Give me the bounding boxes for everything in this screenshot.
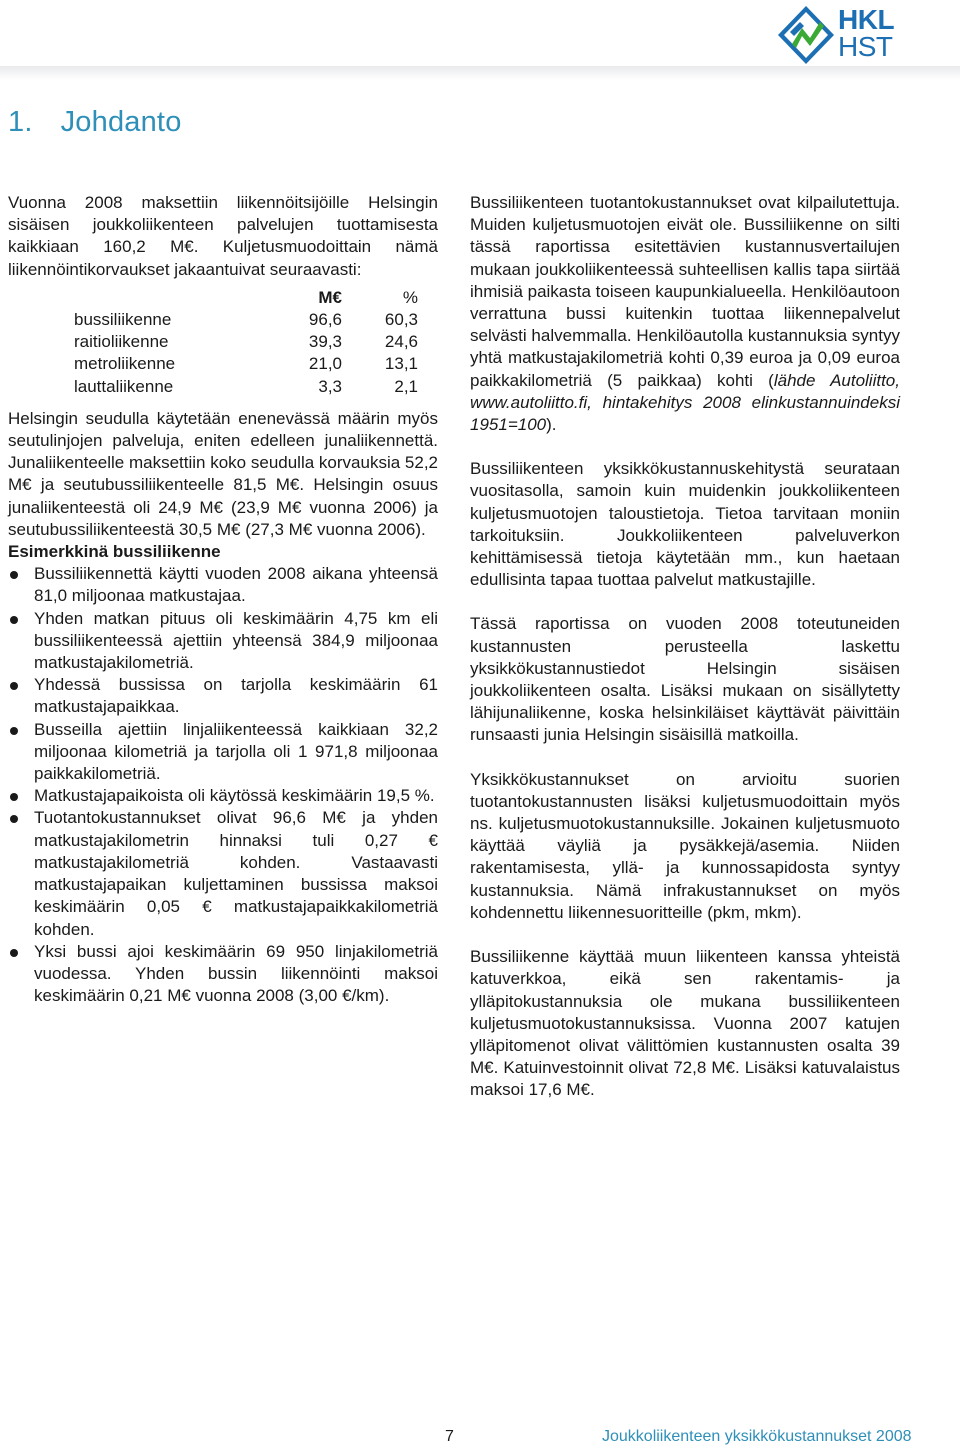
list-item-text: Tuotantokustannukset olivat 96,6 M€ ja yhden matkustajakilometrin hinnaksi tuli 0,27 € matkustajakilometriä kohden. Vastaavasti matkustajapaikan kuljettaminen bussissa maksoi keskimäärin 0,05 € matkustajapaikkakilometriä kohden. — [34, 808, 438, 939]
right-paragraph-3: Tässä raportissa on vuoden 2008 toteutuneiden kustannusten perusteella laskettu yksikkökustannustiedot Helsingin sisäisen joukkoliikenteen osalta. Lisäksi mukaan on sisällytetty lähijunaliikenne, koska helsinkiläiset käyttävät päivittäin runsaasti junia Helsingin sisäisillä matkoilla. — [470, 614, 900, 745]
list-item-text: Bussiliikennettä käytti vuoden 2008 aikana yhteensä 81,0 miljoonaa matkustajaa. — [34, 564, 438, 606]
p1-end: ). — [546, 415, 557, 435]
section-title-text: Johdanto — [60, 106, 182, 138]
row-percent: 60,3 — [384, 310, 418, 330]
row-name: metroliikenne — [74, 354, 176, 374]
right-paragraph-2: Bussiliikenteen yksikkökustannuskehitystä seurataan vuositasolla, samoin kuin muidenkin joukkoliikenteen kuljetusmuotojen taloustietoja. Tietoa tarvitaan moniin tarkoituksiin. Joukkoliikenteen palveluverkon kehittämisessä tietoja käytetään mm., kun haetaan edullisinta tapaa tuottaa palvelut matkustajille. — [470, 459, 900, 590]
table-row — [74, 353, 418, 375]
table-row — [74, 309, 418, 331]
table-row — [74, 376, 418, 398]
p1-source: lähde Autoliitto, www.autoliitto.fi, hintakehitys 2008 elinkustannuindeksi 1951=100 — [470, 370, 900, 435]
row-meur: 39,3 — [308, 332, 342, 352]
row-meur: 21,0 — [308, 354, 342, 374]
hkl-logo-mark-icon — [776, 4, 836, 66]
seutu-paragraph: Helsingin seudulla käytetään enenevässä määrin myös seutulinjojen palveluja, eniten edelleen junaliikennettä. Junaliikenteelle maksettiin koko seudulla korvauksia 52,2 M€ ja seutubussiliikenteelle 81,5 M€. Helsingin osuus junaliikenteestä oli 24,9 M€ (23,9 M€ vuonna 2006) ja seutubussiliikenteestä 30,5 M€ (27,3 M€ vuonna 2006). — [8, 408, 438, 539]
cost-table — [74, 287, 418, 398]
bullet-icon — [10, 815, 18, 823]
bullet-icon — [10, 949, 18, 957]
list-item-text: Busseilla ajettiin linjaliikenteessä kaikkiaan 32,2 miljoonaa kilometriä ja tarjolla oli 1 971,8 miljoonaa paikkakilometriä. — [34, 719, 438, 784]
row-meur: 96,6 — [308, 310, 342, 330]
logo-text — [838, 6, 894, 60]
row-meur: 3,3 — [318, 376, 342, 396]
list-item — [8, 608, 438, 675]
bullet-icon — [10, 727, 18, 735]
page-number: 7 — [445, 1428, 454, 1445]
bullet-icon — [10, 616, 18, 624]
list-item — [8, 563, 438, 607]
right-column — [470, 192, 900, 1102]
list-item — [8, 719, 438, 786]
list-item — [8, 807, 438, 940]
row-percent: 24,6 — [384, 332, 418, 352]
list-item-text: Yhden matkan pituus oli keskimäärin 4,75 km eli bussiliikenteessä ajettiin yhteensä 384,9 miljoonaa matkustajakilometriä. — [34, 608, 438, 673]
row-name: raitioliikenne — [74, 332, 169, 352]
list-item-text: Matkustajapaikoista oli käytössä keskimäärin 19,5 %. — [34, 786, 435, 806]
right-paragraph-5: Bussiliikenne käyttää muun liikenteen kanssa yhteistä katuverkkoa, eikä sen rakentamis- ja ylläpitokustannuksia ole mukana bussiliikenteen kuljetusmuotokustannuksissa. Vuonna 2007 katujen ylläpitomenot olivat välittömien kustannusten osalta 39 M€. Katuinvestoinnit olivat 72,8 M€. Lisäksi katuvalaistus maksoi 17,6 M€. — [470, 947, 900, 1100]
row-percent: 13,1 — [384, 354, 418, 374]
row-percent: 2,1 — [394, 376, 418, 396]
logo-line-1: HKL — [838, 4, 895, 35]
bullet-icon — [10, 571, 18, 579]
cost-table-header — [74, 287, 418, 309]
list-item-text: Yksi bussi ajoi keskimäärin 69 950 linjakilometriä vuodessa. Yhden bussin liikennöinti maksoi keskimäärin 0,21 M€ vuonna 2008 (3,00 €/km). — [34, 941, 438, 1006]
bullet-icon — [10, 793, 18, 801]
row-name: bussiliikenne — [74, 310, 172, 330]
right-paragraph-4: Yksikkökustannukset on arvioitu suorien tuotantokustannusten lisäksi kuljetusmuodoittain myös ns. kuljetusmuotokustannuksille. Jokainen kuljetusmuoto käyttää väyliä ja pysäkkejä/asemia. Niiden rakentamisesta, yllä- ja kunnossapidosta syntyy kustannuksia. Nämä infrakustannukset on myös kohdennettu liikennesuoritteille (pkm, mkm). — [470, 769, 900, 922]
header-percent: % — [402, 287, 418, 307]
right-paragraph-1 — [470, 192, 900, 436]
hkl-logo — [776, 4, 956, 66]
table-row — [74, 331, 418, 353]
list-item-text: Yhdessä bussissa on tarjolla keskimäärin 61 matkustajapaikkaa. — [34, 675, 438, 717]
bullet-list — [8, 563, 438, 1007]
section-title — [8, 106, 182, 139]
section-number: 1. — [8, 106, 33, 138]
list-item — [8, 674, 438, 718]
p1-text: Bussiliikenteen tuotantokustannukset ovat kilpailutettuja. Muiden kuljetusmuotojen eivät ole. Bussiliikenne on silti tässä raportissa esitettävien kustannusvertailujen mukaan joukkoliikenteessä suhteellisen kallis tapa siirtää ihmisiä paikasta toiseen kaupunkialueella. Henkilöautoon verrattuna bussi kuitenkin tuottaa liikennepalvelut selvästi halvemmalla. Henkilöautolla kustannuksia syntyy yhtä matkustajakilometriä kohti 0,39 euroa ja 0,09 euroa paikkakilometriä (5 paikkaa) kohti ( — [470, 193, 900, 390]
left-column — [8, 192, 438, 1007]
list-item — [8, 941, 438, 1008]
subheading: Esimerkkinä bussiliikenne — [8, 542, 221, 562]
row-name: lauttaliikenne — [74, 376, 174, 396]
footer-title: Joukkoliikenteen yksikkökustannukset 2008 — [602, 1428, 912, 1445]
bullet-icon — [10, 682, 18, 690]
list-item — [8, 785, 438, 807]
header-band — [0, 66, 960, 80]
logo-line-2: HST — [838, 31, 893, 62]
intro-paragraph: Vuonna 2008 maksettiin liikennöitsijöille Helsingin sisäisen joukkoliikenteen palvelujen tuottamisesta kaikkiaan 160,2 M€. Kuljetusmuodoittain nämä liikennöintikorvaukset jakaantuivat seuraavasti: — [8, 193, 438, 279]
header-meur: M€ — [318, 287, 342, 307]
